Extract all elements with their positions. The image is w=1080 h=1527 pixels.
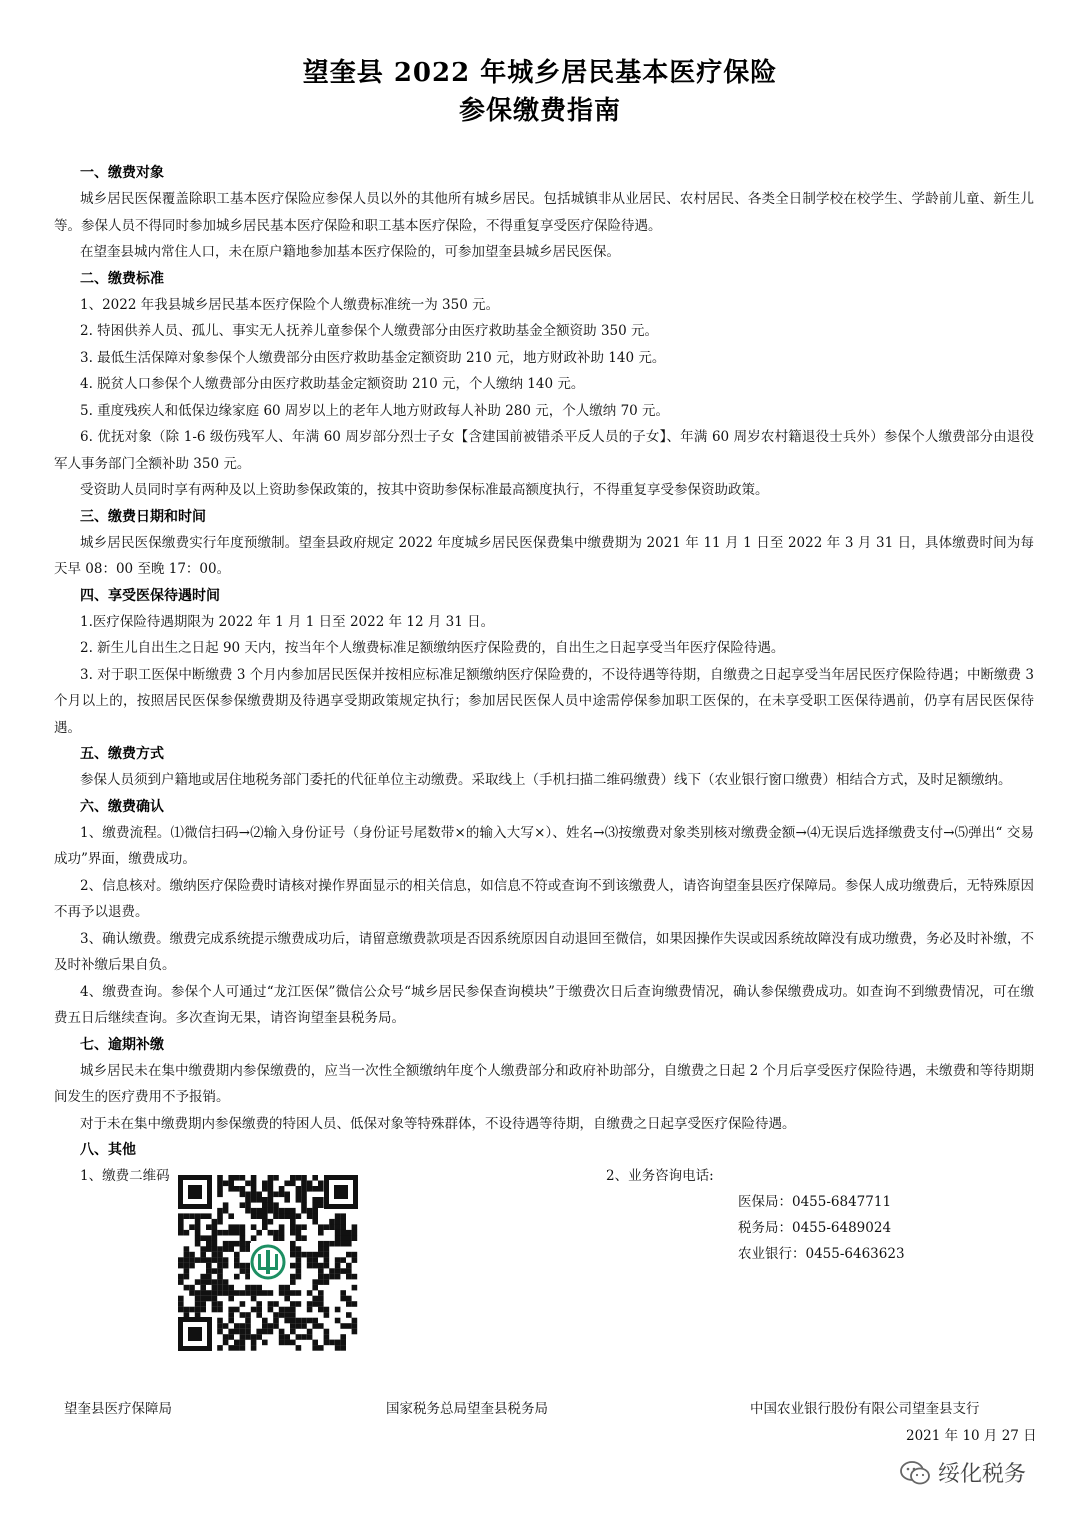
section-heading: 四、享受医保待遇时间 [80, 587, 220, 604]
paragraph: 3. 对于职工医保中断缴费 3 个月内参加居民医保并按相应标准足额缴纳医疗保险费的，不设待遇等待期，自缴费之日起享受当年居民医疗保险待遇；中断缴费 3 个月以上的，按照居民医保参保缴费期及待遇享受期政策规定执行；参加居民医保人员中途需停保参加职工医保的，在未享受职工医保待遇前，仍享有居民医保待遇。 [54, 666, 1034, 736]
contact-label: 2、业务咨询电话: [606, 1168, 714, 1184]
document-date: 2021 年 10 月 27 日 [906, 1428, 1037, 1444]
qr-code-icon[interactable] [176, 1173, 360, 1353]
wechat-icon [900, 1460, 930, 1486]
paragraph: 城乡居民医保覆盖除职工基本医疗保险应参保人员以外的其他所有城乡居民。包括城镇非从业居民、农村居民、各类全日制学校在校学生、学龄前儿童、新生儿等。参保人员不得同时参加城乡居民基本医疗保险和职工基本医疗保险，不得重复享受医疗保险待遇。 [54, 191, 1034, 234]
watermark-text: 绥化税务 [938, 1462, 1027, 1487]
paragraph: 5. 重度残疾人和低保边缘家庭 60 周岁以上的老年人地方财政每人补助 280 元，个人缴纳 70 元。 [80, 402, 670, 419]
paragraph: 对于未在集中缴费期内参保缴费的特困人员、低保对象等特殊群体，不设待遇等待期，自缴费之日起享受医疗保险待遇。 [80, 1115, 796, 1132]
document-subtitle: 参保缴费指南 [458, 96, 621, 126]
section-heading: 八、其他 [80, 1142, 136, 1158]
section-heading: 六、缴费确认 [80, 798, 164, 815]
contact-medical-insurance: 医保局：0455-6847711 [738, 1194, 892, 1210]
document-body [54, 160, 1034, 1353]
paragraph: 城乡居民未在集中缴费期内参保缴费的，应当一次性全额缴纳年度个人缴费部分和政府补助部分，自缴费之日起 2 个月后享受医疗保险待遇，未缴费和等待期期间发生的医疗费用不予报销。 [54, 1062, 1034, 1105]
paragraph: 1、2022 年我县城乡居民基本医疗保险个人缴费标准统一为 350 元。 [80, 296, 500, 313]
paragraph: 4. 脱贫人口参保个人缴费部分由医疗救助基金定额资助 210 元，个人缴纳 140 元。 [80, 376, 585, 392]
section-heading: 一、缴费对象 [80, 165, 164, 181]
footer-org-bank: 中国农业银行股份有限公司望奎县支行 [750, 1401, 980, 1417]
paragraph: 1、缴费流程。⑴微信扫码→⑵输入身份证号（身份证号尾数带×的输入大写×）、姓名→⑶按缴费对象类别核对缴费金额→⑷无误后选择缴费支付→⑸弹出“ 交易成功”界面，缴费成功。 [54, 824, 1034, 867]
paragraph: 3、确认缴费。缴费完成系统提示缴费成功后，请留意缴费款项是否因系统原因自动退回至微信，如果因操作失误或因系统故障没有成功缴费，务必及时补缴，不及时补缴后果自负。 [54, 930, 1034, 973]
section-heading: 五、缴费方式 [80, 746, 164, 762]
document-title: 望奎县 2022 年城乡居民基本医疗保险 [302, 58, 778, 88]
section-heading: 二、缴费标准 [80, 270, 164, 287]
paragraph: 在望奎县城内常住人口，未在原户籍地参加基本医疗保险的，可参加望奎县城乡居民医保。 [80, 244, 620, 260]
paragraph: 2. 新生儿自出生之日起 90 天内，按当年个人缴费标准足额缴纳医疗保险费的，自出生之日起享受当年医疗保险待遇。 [80, 640, 785, 656]
paragraph: 2、信息核对。缴纳医疗保险费时请核对操作界面显示的相关信息，如信息不符或查询不到该缴费人，请咨询望奎县医疗保障局。参保人成功缴费后，无特殊原因不再予以退费。 [54, 877, 1034, 920]
paragraph: 2. 特困供养人员、孤儿、事实无人抚养儿童参保个人缴费部分由医疗救助基金全额资助 350 元。 [80, 323, 659, 339]
footer-org-medical: 望奎县医疗保障局 [64, 1401, 172, 1417]
contact-agricultural-bank: 农业银行：0455-6463623 [738, 1246, 905, 1262]
section-heading: 三、缴费日期和时间 [80, 508, 206, 525]
paragraph: 受资助人员同时享有两种及以上资助参保政策的，按其中资助参保标准最高额度执行，不得重复享受参保资助政策。 [80, 482, 769, 498]
qr-label: 1、缴费二维码 [80, 1168, 170, 1184]
paragraph: 城乡居民医保缴费实行年度预缴制。望奎县政府规定 2022 年度城乡居民医保费集中缴费期为 2021 年 11 月 1 日至 2022 年 3 月 31 日，具体缴费时间为每天早 08：00 至晚 17：00。 [54, 534, 1034, 577]
paragraph: 3. 最低生活保障对象参保个人缴费部分由医疗救助基金定额资助 210 元，地方财政补助 140 元。 [80, 349, 666, 366]
other-info [54, 1163, 1034, 1353]
watermark [900, 1457, 1026, 1488]
footer-org-tax: 国家税务总局望奎县税务局 [386, 1401, 548, 1417]
paragraph: 参保人员须到户籍地或居住地税务部门委托的代征单位主动缴费。采取线上（手机扫描二维码缴费）线下（农业银行窗口缴费）相结合方式，及时足额缴纳。 [80, 772, 1012, 788]
paragraph: 4、缴费查询。参保个人可通过“龙江医保”微信公众号“城乡居民参保查询模块”于缴费次日后查询缴费情况，确认参保缴费成功。如查询不到缴费情况，可在缴费五日后继续查询。多次查询无果，请咨询望奎县税务局。 [54, 983, 1034, 1026]
section-heading: 七、逾期补缴 [80, 1036, 164, 1053]
contact-tax-bureau: 税务局：0455-6489024 [738, 1220, 892, 1236]
paragraph: 1.医疗保险待遇期限为 2022 年 1 月 1 日至 2022 年 12 月 31 日。 [80, 613, 495, 630]
paragraph: 6. 优抚对象（除 1-6 级伤残军人、年满 60 周岁部分烈士子女【含建国前被错杀平反人员的子女】、年满 60 周岁农村籍退役士兵外）参保个人缴费部分由退役军人事务部门全额补助 350 元。 [54, 429, 1034, 472]
